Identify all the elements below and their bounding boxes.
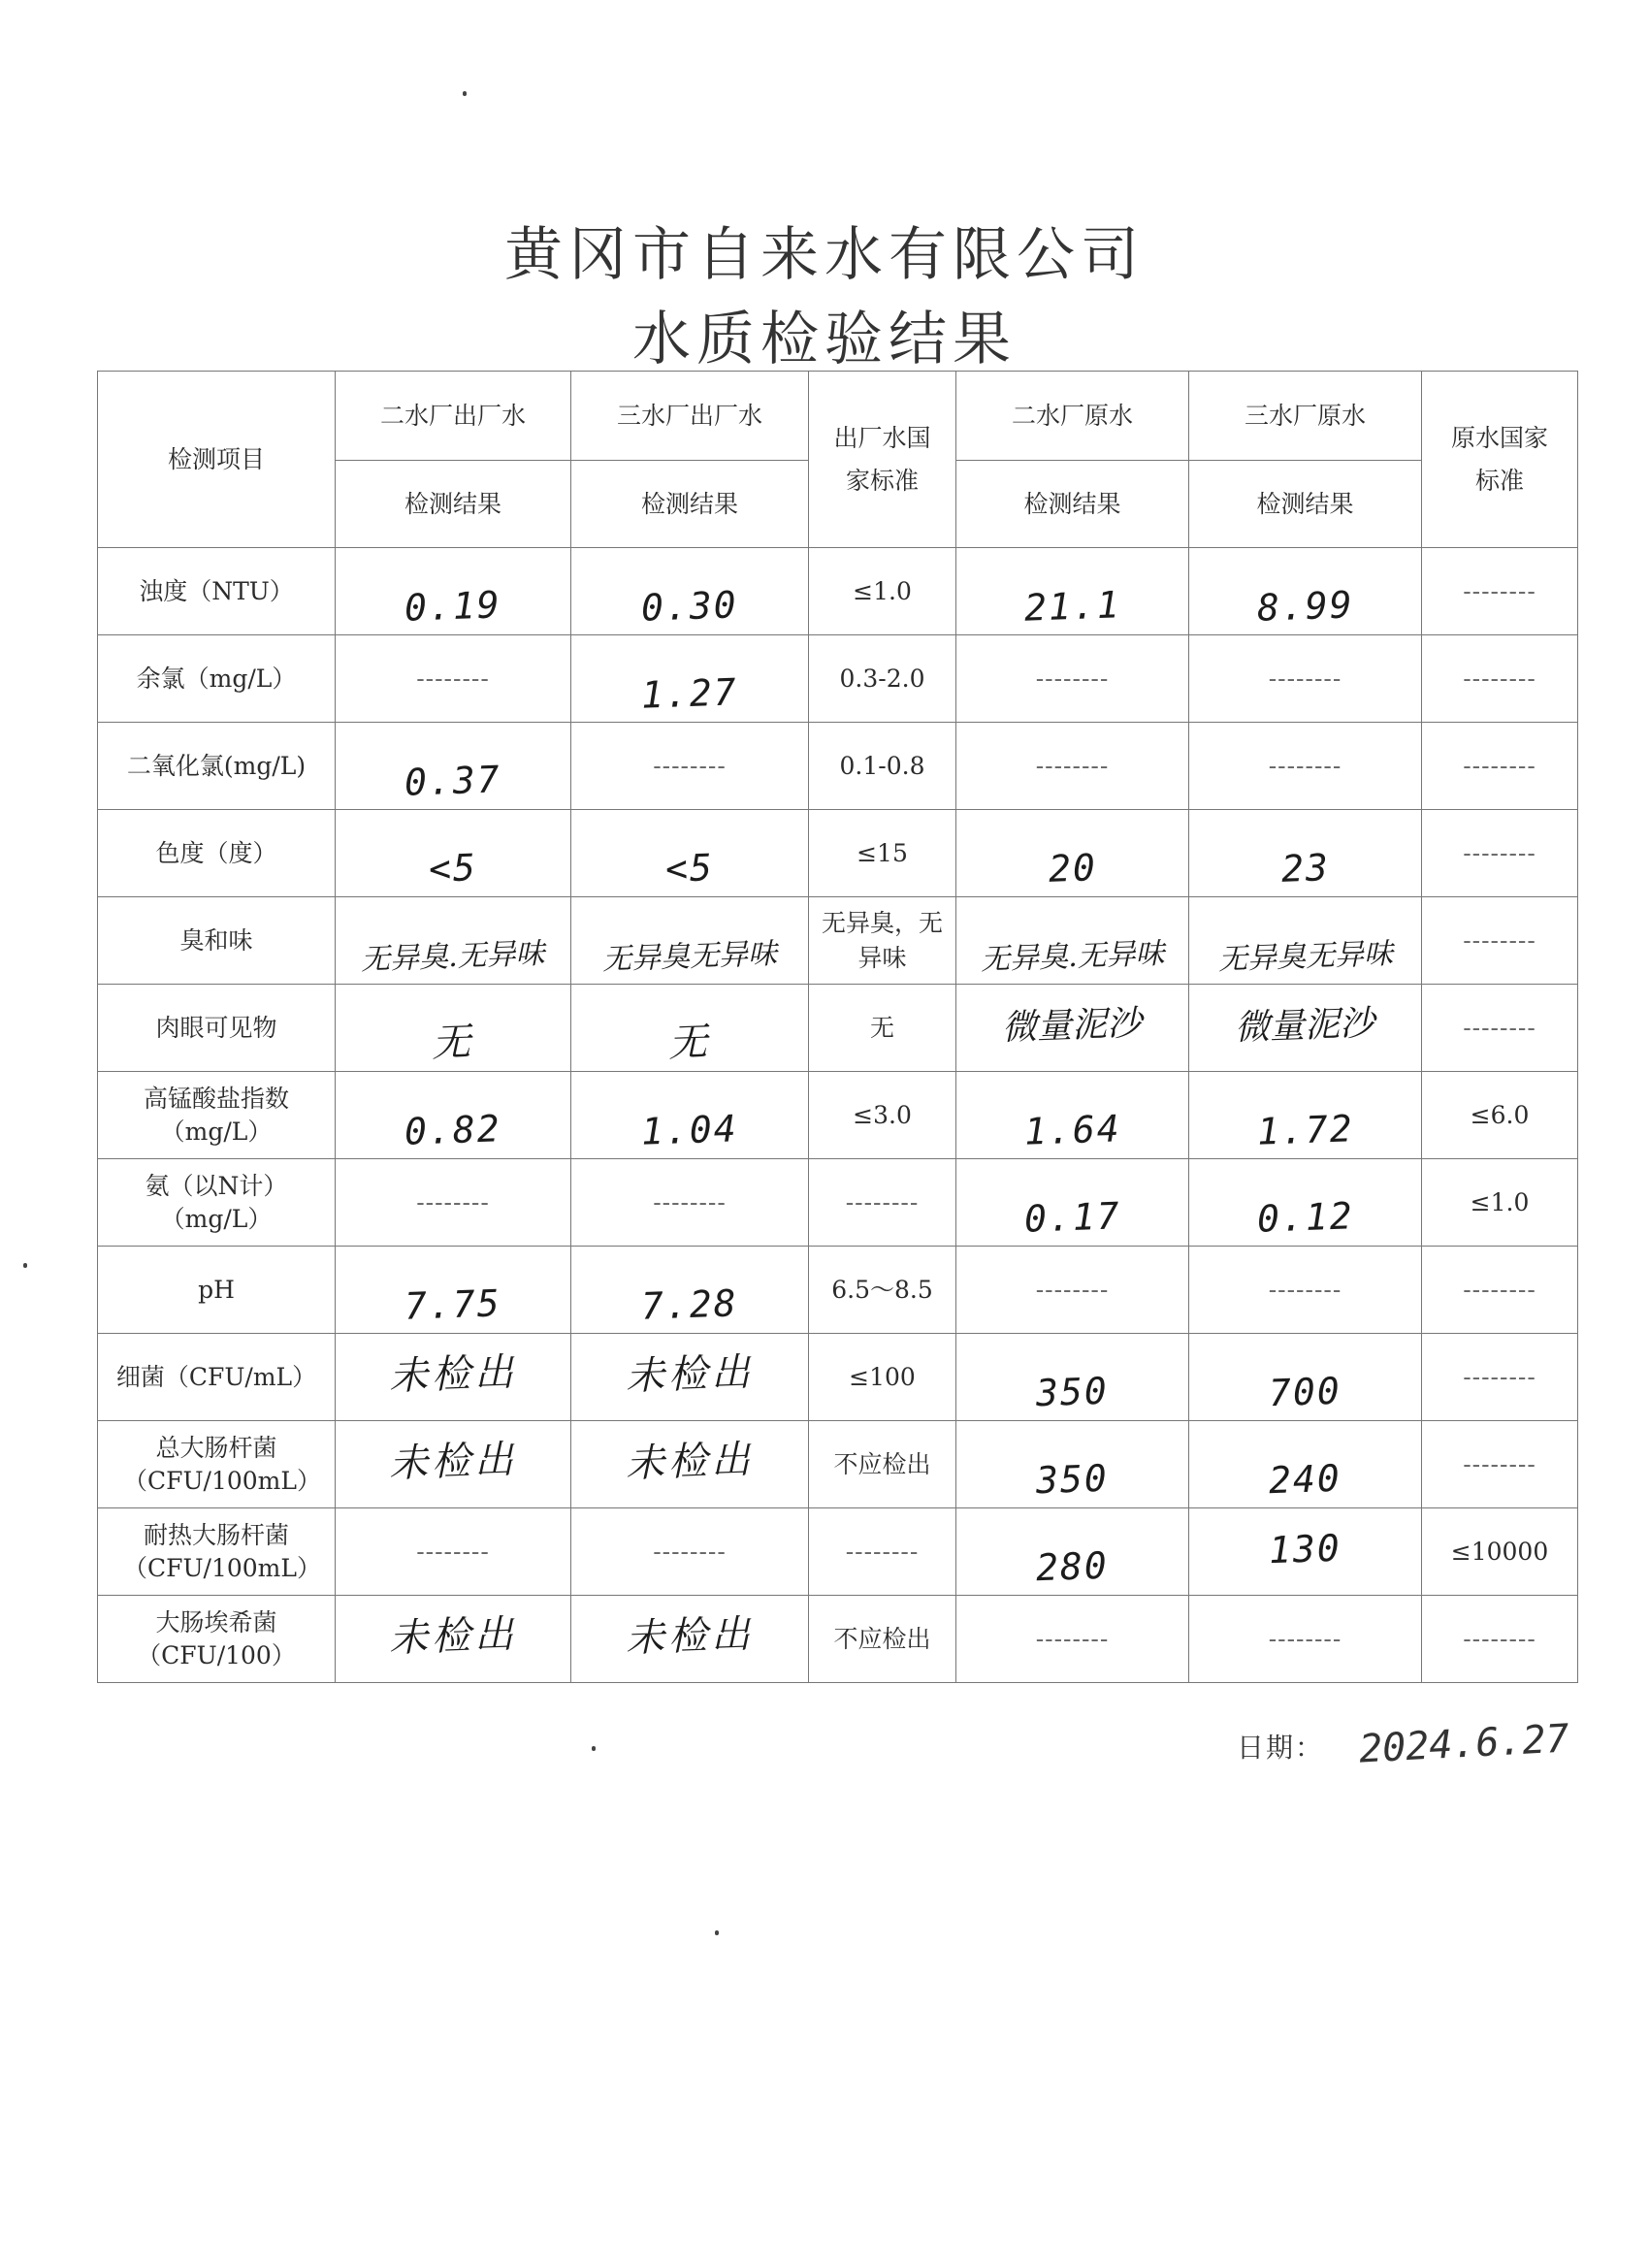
cell-result	[336, 810, 571, 897]
table-row	[98, 810, 1578, 897]
handwritten-value: 350	[1035, 1456, 1110, 1503]
cell-result	[1189, 1072, 1422, 1159]
cell-result: --------	[956, 635, 1189, 723]
cell-standard: 不应检出	[809, 1421, 956, 1508]
cell-result	[336, 723, 571, 810]
handwritten-value: 微量泥沙	[1234, 1003, 1376, 1049]
cell-result	[571, 1596, 809, 1683]
table-row	[98, 985, 1578, 1072]
cell-result	[336, 1596, 571, 1683]
cell-result	[336, 985, 571, 1072]
results-table	[97, 371, 1578, 1683]
header-result-4: 检测结果	[1189, 461, 1422, 548]
row-item-permanganate: 高锰酸盐指数（mg/L）	[98, 1072, 336, 1159]
header-raw-standard: 原水国家标准	[1422, 372, 1578, 548]
handwritten-value: 未检出	[625, 1349, 755, 1400]
scan-speck	[592, 1746, 596, 1751]
handwritten-value: 微量泥沙	[1001, 1003, 1144, 1049]
handwritten-value: 350	[1035, 1369, 1110, 1415]
cell-result	[571, 1421, 809, 1508]
cell-result	[571, 1072, 809, 1159]
row-item-thermotolerant-coliform: 耐热大肠杆菌（CFU/100mL）	[98, 1508, 336, 1596]
cell-result	[1189, 810, 1422, 897]
handwritten-value: 7.75	[404, 1281, 502, 1328]
handwritten-value: <5	[664, 846, 715, 891]
handwritten-value: 0.12	[1255, 1194, 1354, 1241]
handwritten-value: 21.1	[1022, 583, 1121, 630]
cell-standard: ≤6.0	[1422, 1072, 1578, 1159]
table-row	[98, 1508, 1578, 1596]
cell-result	[1189, 985, 1422, 1072]
cell-result: --------	[571, 723, 809, 810]
cell-result: --------	[571, 1159, 809, 1247]
cell-standard: ≤1.0	[1422, 1159, 1578, 1247]
cell-result	[956, 897, 1189, 985]
cell-result	[1189, 1159, 1422, 1247]
cell-result	[956, 1334, 1189, 1421]
row-item-ph: pH	[98, 1247, 336, 1334]
cell-result	[1189, 1334, 1422, 1421]
cell-standard: 6.5～8.5	[809, 1247, 956, 1334]
table-row	[98, 897, 1578, 985]
cell-result	[336, 1421, 571, 1508]
table-row	[98, 1072, 1578, 1159]
cell-standard: 无	[809, 985, 956, 1072]
handwritten-value: 1.27	[640, 670, 739, 717]
cell-standard: --------	[1422, 1421, 1578, 1508]
handwritten-value: 700	[1268, 1369, 1342, 1415]
cell-result	[336, 548, 571, 635]
header-plant2-outlet: 二水厂出厂水	[336, 372, 571, 461]
cell-result	[336, 1247, 571, 1334]
handwritten-value: 0.30	[640, 583, 739, 630]
header-plant3-raw: 三水厂原水	[1189, 372, 1422, 461]
scan-speck	[715, 1930, 719, 1935]
cell-standard: 0.1-0.8	[809, 723, 956, 810]
handwritten-value: 0.19	[404, 583, 502, 630]
header-item: 检测项目	[98, 372, 336, 548]
handwritten-value: 未检出	[388, 1349, 518, 1400]
cell-standard: --------	[809, 1159, 956, 1247]
cell-standard: --------	[1422, 897, 1578, 985]
cell-result	[1189, 1508, 1422, 1596]
cell-standard: --------	[1422, 723, 1578, 810]
cell-result	[336, 1072, 571, 1159]
cell-standard: --------	[1422, 635, 1578, 723]
row-item-odor-taste: 臭和味	[98, 897, 336, 985]
handwritten-value: 未检出	[625, 1437, 755, 1487]
cell-standard: 无异臭，无异味	[809, 897, 956, 985]
table-row	[98, 548, 1578, 635]
cell-result	[956, 1508, 1189, 1596]
handwritten-value: 20	[1047, 846, 1098, 891]
handwritten-value: 无异臭无异味	[1216, 936, 1394, 978]
cell-standard: ≤100	[809, 1334, 956, 1421]
handwritten-value: <5	[428, 846, 478, 891]
handwritten-value: 1.64	[1022, 1107, 1121, 1153]
cell-standard: --------	[1422, 1247, 1578, 1334]
cell-standard: ≤1.0	[809, 548, 956, 635]
cell-standard: ≤15	[809, 810, 956, 897]
cell-result: --------	[1189, 723, 1422, 810]
table-row	[98, 1334, 1578, 1421]
cell-result: --------	[956, 1596, 1189, 1683]
cell-result	[571, 1334, 809, 1421]
cell-result: --------	[956, 1247, 1189, 1334]
header-result-1: 检测结果	[336, 461, 571, 548]
cell-standard: --------	[1422, 810, 1578, 897]
handwritten-value: 未检出	[388, 1611, 518, 1662]
row-item-chlorine-dioxide: 二氧化氯(mg/L)	[98, 723, 336, 810]
cell-result: --------	[571, 1508, 809, 1596]
cell-result	[571, 635, 809, 723]
table-row	[98, 1159, 1578, 1247]
cell-result: --------	[336, 635, 571, 723]
cell-standard: --------	[1422, 548, 1578, 635]
cell-result	[571, 1247, 809, 1334]
cell-result: --------	[336, 1508, 571, 1596]
table-row	[98, 1247, 1578, 1334]
scan-speck	[463, 91, 467, 96]
handwritten-value: 1.72	[1255, 1107, 1354, 1153]
company-title: 黄冈市自来水有限公司	[504, 221, 1145, 289]
handwritten-value: 1.04	[640, 1107, 739, 1153]
handwritten-value: 8.99	[1255, 583, 1354, 630]
report-title: 水质检验结果	[632, 306, 1017, 373]
cell-result	[571, 897, 809, 985]
scan-speck	[23, 1263, 27, 1268]
cell-result	[956, 810, 1189, 897]
handwritten-value: 无	[667, 1020, 712, 1066]
handwritten-value: 无	[431, 1020, 475, 1066]
cell-standard: --------	[1422, 1334, 1578, 1421]
table-row	[98, 1596, 1578, 1683]
date-line	[1237, 1716, 1570, 1772]
cell-standard: --------	[809, 1508, 956, 1596]
handwritten-value: 0.37	[404, 758, 502, 804]
table-row	[98, 1421, 1578, 1508]
cell-result	[571, 548, 809, 635]
cell-result	[956, 985, 1189, 1072]
handwritten-value: 无异臭.无异味	[980, 936, 1165, 978]
cell-standard: --------	[1422, 1596, 1578, 1683]
cell-result: --------	[1189, 1596, 1422, 1683]
row-item-ammonia: 氨（以N计）（mg/L）	[98, 1159, 336, 1247]
cell-result	[956, 1159, 1189, 1247]
row-item-visible-matter: 肉眼可见物	[98, 985, 336, 1072]
cell-standard: ≤10000	[1422, 1508, 1578, 1596]
cell-result: --------	[1189, 1247, 1422, 1334]
handwritten-value: 0.82	[404, 1107, 502, 1153]
header-plant3-outlet: 三水厂出厂水	[571, 372, 809, 461]
cell-result	[1189, 897, 1422, 985]
row-item-total-coliform: 总大肠杆菌（CFU/100mL）	[98, 1421, 336, 1508]
cell-result	[956, 1072, 1189, 1159]
handwritten-value: 无异臭无异味	[601, 936, 778, 978]
cell-result: --------	[336, 1159, 571, 1247]
cell-result: --------	[1189, 635, 1422, 723]
handwritten-value: 未检出	[625, 1611, 755, 1662]
cell-standard: 不应检出	[809, 1596, 956, 1683]
handwritten-value: 240	[1268, 1456, 1342, 1503]
cell-result	[956, 548, 1189, 635]
cell-result	[956, 1421, 1189, 1508]
handwritten-value: 23	[1279, 846, 1331, 891]
handwritten-value: 280	[1035, 1543, 1110, 1590]
row-item-turbidity: 浊度（NTU）	[98, 548, 336, 635]
header-result-2: 检测结果	[571, 461, 809, 548]
header-plant2-raw: 二水厂原水	[956, 372, 1189, 461]
handwritten-value: 无异臭.无异味	[360, 936, 546, 978]
table-row	[98, 635, 1578, 723]
row-item-color: 色度（度）	[98, 810, 336, 897]
date-value: 2024.6.27	[1357, 1716, 1570, 1772]
cell-result	[1189, 1421, 1422, 1508]
handwritten-value: 130	[1268, 1526, 1342, 1572]
cell-result	[1189, 548, 1422, 635]
date-label: 日期：	[1237, 1732, 1325, 1764]
row-item-chlorine: 余氯（mg/L）	[98, 635, 336, 723]
cell-result	[571, 985, 809, 1072]
row-item-e-coli: 大肠埃希菌（CFU/100）	[98, 1596, 336, 1683]
header-outlet-standard: 出厂水国家标准	[809, 372, 956, 548]
cell-standard: --------	[1422, 985, 1578, 1072]
cell-result: --------	[956, 723, 1189, 810]
cell-standard: ≤3.0	[809, 1072, 956, 1159]
cell-result	[336, 1334, 571, 1421]
handwritten-value: 7.28	[640, 1281, 739, 1328]
row-item-bacteria: 细菌（CFU/mL）	[98, 1334, 336, 1421]
handwritten-value: 0.17	[1022, 1194, 1121, 1241]
header-result-3: 检测结果	[956, 461, 1189, 548]
cell-result	[336, 897, 571, 985]
table-row	[98, 723, 1578, 810]
handwritten-value: 未检出	[388, 1437, 518, 1487]
cell-standard: 0.3-2.0	[809, 635, 956, 723]
cell-result	[571, 810, 809, 897]
